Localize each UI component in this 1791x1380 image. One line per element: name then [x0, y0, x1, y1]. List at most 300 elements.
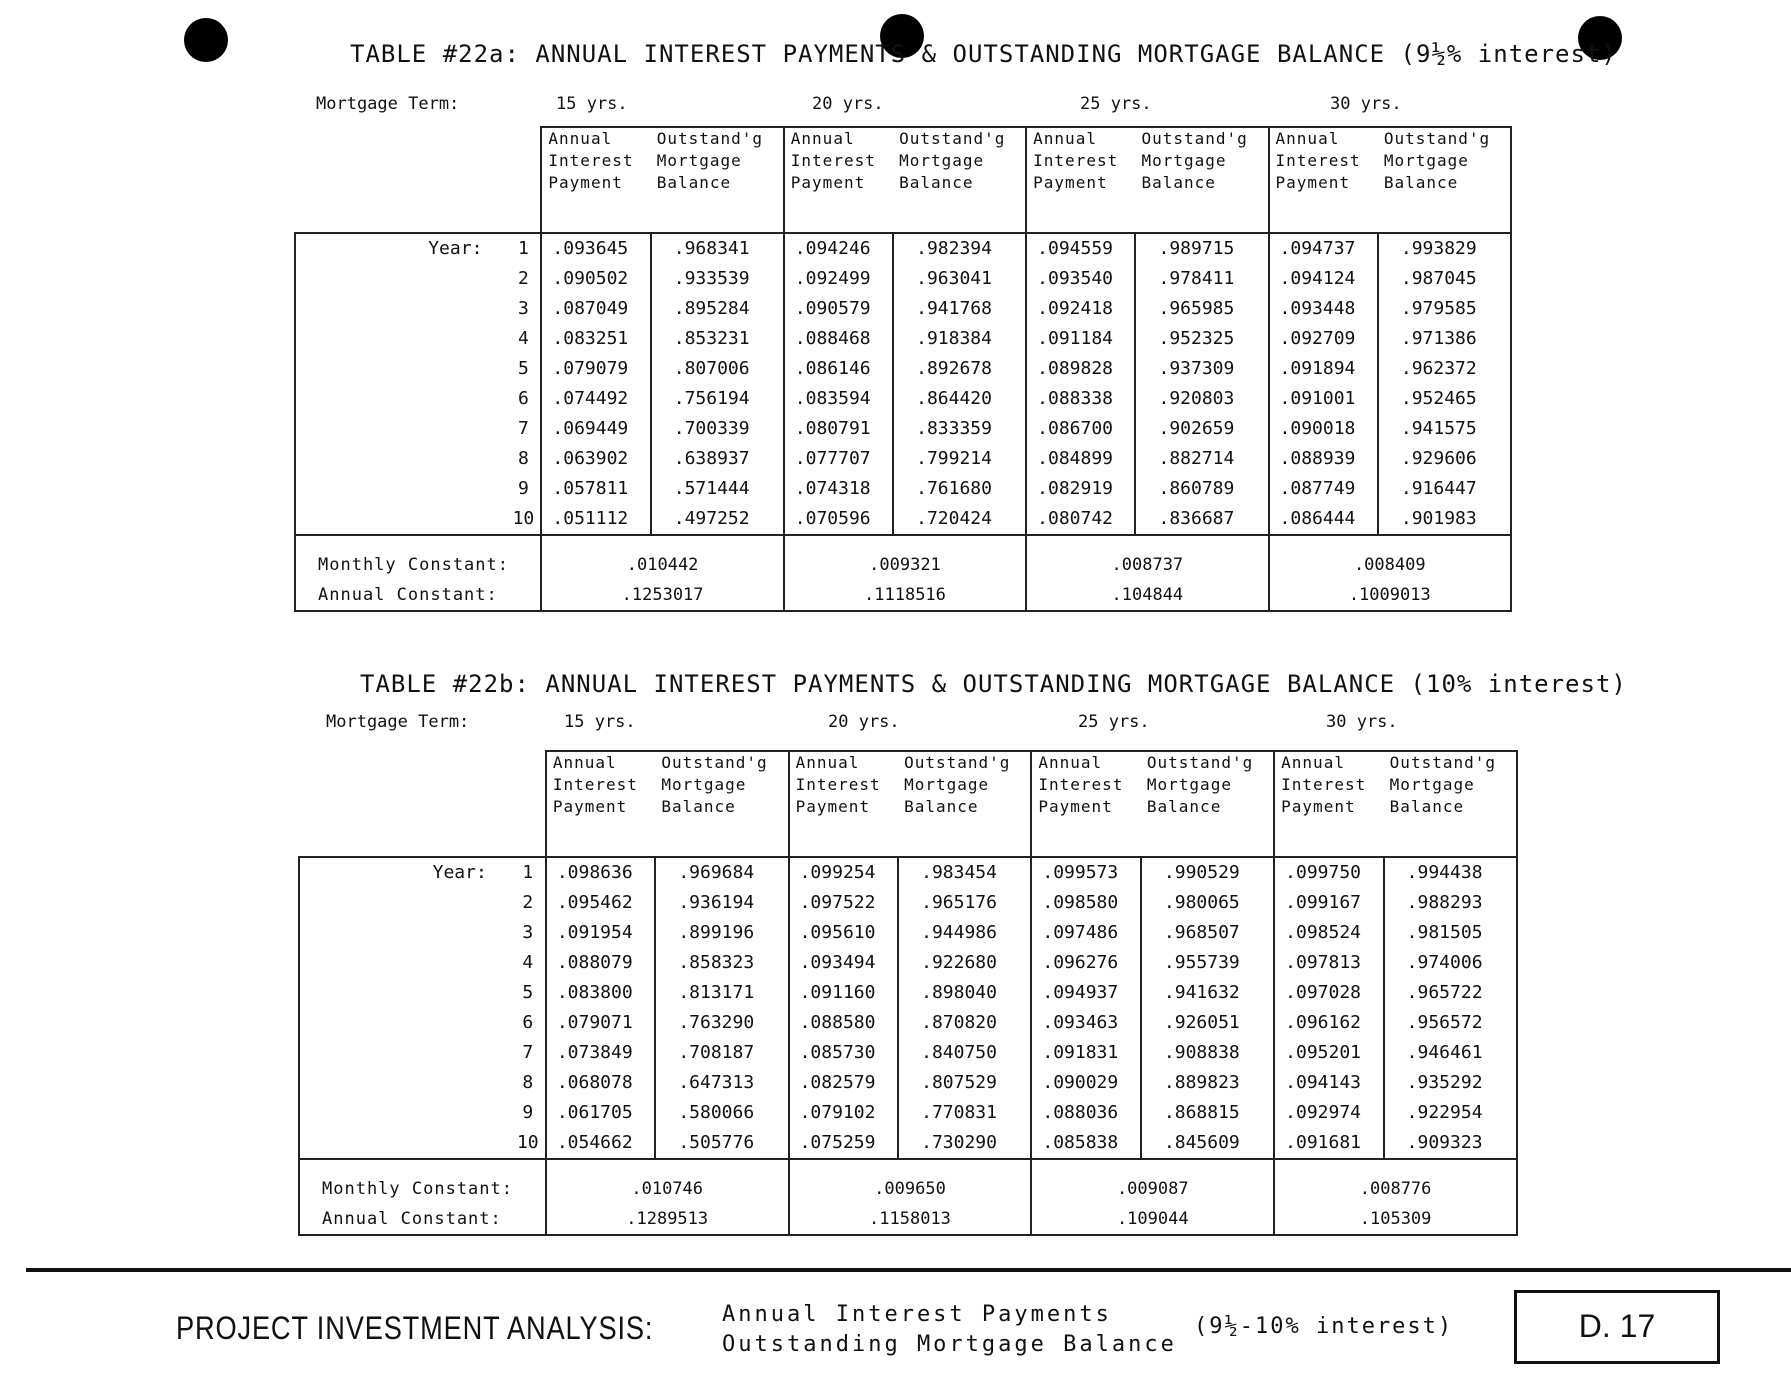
header-row — [299, 751, 1517, 848]
balance-value: .981505 — [1384, 918, 1517, 948]
year-cell — [299, 857, 546, 888]
interest-value: .088939 — [1269, 444, 1378, 474]
balance-value: .708187 — [655, 1038, 788, 1068]
interest-value: .088468 — [784, 324, 893, 354]
header-annual-interest: Annual Interest Payment — [784, 127, 893, 224]
interest-value: .099167 — [1274, 888, 1384, 918]
mortgage-table-a — [294, 126, 1512, 612]
gap-cell — [651, 224, 784, 233]
balance-value: .858323 — [655, 948, 788, 978]
gap-cell — [295, 224, 541, 233]
balance-value: .882714 — [1135, 444, 1268, 474]
table-row — [295, 294, 1511, 324]
interest-value: .096162 — [1274, 1008, 1384, 1038]
balance-value: .895284 — [651, 294, 784, 324]
balance-value: .946461 — [1384, 1038, 1517, 1068]
header-outstanding-balance: Outstand'g Mortgage Balance — [1384, 751, 1517, 848]
header-outstanding-balance: Outstand'g Mortgage Balance — [1135, 127, 1268, 224]
balance-value: .864420 — [893, 384, 1026, 414]
interest-value: .068078 — [546, 1068, 656, 1098]
header-outstanding-balance: Outstand'g Mortgage Balance — [893, 127, 1026, 224]
balance-value: .840750 — [898, 1038, 1031, 1068]
year-number: 1 — [522, 862, 534, 883]
gap-cell — [1135, 224, 1268, 233]
interest-value: .099254 — [789, 857, 899, 888]
interest-value: .090502 — [541, 264, 650, 294]
gap-cell — [898, 848, 1031, 857]
header-outstanding-balance: Outstand'g Mortgage Balance — [655, 751, 788, 848]
year-cell — [299, 1038, 546, 1068]
year-number: 6 — [522, 1012, 534, 1033]
balance-value: .916447 — [1378, 474, 1511, 504]
balance-value: .647313 — [655, 1068, 788, 1098]
table-row — [295, 474, 1511, 504]
header-annual-interest: Annual Interest Payment — [1026, 127, 1135, 224]
term-25: 25 yrs. — [1080, 94, 1152, 114]
interest-value: .086444 — [1269, 504, 1378, 535]
year-cell — [295, 233, 541, 264]
sep-cell — [1274, 1159, 1517, 1174]
table-row — [299, 918, 1517, 948]
year-number: 9 — [517, 478, 529, 499]
header-outstanding-balance: Outstand'g Mortgage Balance — [651, 127, 784, 224]
table-row — [299, 948, 1517, 978]
annual-constant-value: .109044 — [1031, 1204, 1274, 1235]
interest-value: .088036 — [1031, 1098, 1141, 1128]
table-row — [295, 384, 1511, 414]
balance-value: .990529 — [1141, 857, 1274, 888]
sep-cell — [1269, 535, 1511, 550]
interest-value: .079079 — [541, 354, 650, 384]
gap-cell — [299, 848, 546, 857]
balance-value: .920803 — [1135, 384, 1268, 414]
interest-value: .087049 — [541, 294, 650, 324]
balance-value: .926051 — [1141, 1008, 1274, 1038]
balance-value: .935292 — [1384, 1068, 1517, 1098]
year-cell — [295, 324, 541, 354]
interest-value: .083251 — [541, 324, 650, 354]
interest-value: .098636 — [546, 857, 656, 888]
header-spacer — [295, 127, 541, 224]
balance-value: .833359 — [893, 414, 1026, 444]
year-number: 5 — [517, 358, 529, 379]
year-number: 8 — [517, 448, 529, 469]
year-number: 5 — [522, 982, 534, 1003]
balance-value: .968341 — [651, 233, 784, 264]
annual-constant-value: .1118516 — [784, 580, 1026, 611]
balance-value: .978411 — [1135, 264, 1268, 294]
balance-value: .908838 — [1141, 1038, 1274, 1068]
monthly-constant-value: .009650 — [789, 1174, 1032, 1204]
sep-cell — [299, 1159, 546, 1174]
year-cell — [295, 474, 541, 504]
header-annual-interest: Annual Interest Payment — [789, 751, 899, 848]
interest-value: .083800 — [546, 978, 656, 1008]
interest-value: .091894 — [1269, 354, 1378, 384]
interest-value: .094143 — [1274, 1068, 1384, 1098]
balance-value: .889823 — [1141, 1068, 1274, 1098]
interest-value: .099573 — [1031, 857, 1141, 888]
interest-value: .070596 — [784, 504, 893, 535]
interest-value: .092974 — [1274, 1098, 1384, 1128]
term-20: 20 yrs. — [828, 712, 900, 732]
page-number: D. 17 — [1514, 1290, 1720, 1364]
interest-value: .097028 — [1274, 978, 1384, 1008]
gap-cell — [541, 224, 650, 233]
year-cell — [295, 444, 541, 474]
balance-value: .868815 — [1141, 1098, 1274, 1128]
balance-value: .909323 — [1384, 1128, 1517, 1159]
balance-value: .965176 — [898, 888, 1031, 918]
table-row — [295, 324, 1511, 354]
term-30: 30 yrs. — [1326, 712, 1398, 732]
interest-value: .097486 — [1031, 918, 1141, 948]
interest-value: .091681 — [1274, 1128, 1384, 1159]
interest-value: .088079 — [546, 948, 656, 978]
annual-constant-row — [299, 1204, 1517, 1235]
year-cell — [299, 1068, 546, 1098]
balance-value: .941768 — [893, 294, 1026, 324]
interest-value: .083594 — [784, 384, 893, 414]
balance-value: .845609 — [1141, 1128, 1274, 1159]
interest-value: .097813 — [1274, 948, 1384, 978]
balance-value: .993829 — [1378, 233, 1511, 264]
header-row — [295, 127, 1511, 224]
interest-value: .095462 — [546, 888, 656, 918]
interest-value: .097522 — [789, 888, 899, 918]
term-25: 25 yrs. — [1078, 712, 1150, 732]
balance-value: .898040 — [898, 978, 1031, 1008]
year-number: 1 — [517, 238, 529, 259]
balance-value: .807529 — [898, 1068, 1031, 1098]
term-15: 15 yrs. — [564, 712, 636, 732]
balance-value: .955739 — [1141, 948, 1274, 978]
monthly-constant-value: .008409 — [1269, 550, 1511, 580]
balance-value: .933539 — [651, 264, 784, 294]
interest-value: .088338 — [1026, 384, 1135, 414]
balance-value: .918384 — [893, 324, 1026, 354]
table-row — [295, 233, 1511, 264]
interest-value: .079071 — [546, 1008, 656, 1038]
balance-value: .963041 — [893, 264, 1026, 294]
balance-value: .936194 — [655, 888, 788, 918]
year-number: 7 — [522, 1042, 534, 1063]
header-spacer — [299, 751, 546, 848]
balance-value: .813171 — [655, 978, 788, 1008]
header-annual-interest: Annual Interest Payment — [541, 127, 650, 224]
gap-cell — [655, 848, 788, 857]
balance-value: .899196 — [655, 918, 788, 948]
balance-value: .989715 — [1135, 233, 1268, 264]
gap-cell — [1026, 224, 1135, 233]
balance-value: .994438 — [1384, 857, 1517, 888]
interest-value: .089828 — [1026, 354, 1135, 384]
annual-constant-label: Annual Constant: — [295, 580, 541, 611]
table-row — [299, 978, 1517, 1008]
year-cell — [295, 294, 541, 324]
balance-value: .497252 — [651, 504, 784, 535]
table-b-title: TABLE #22b: ANNUAL INTEREST PAYMENTS & OUTSTANDING MORTGAGE BALANCE (10% interest) — [360, 670, 1627, 698]
header-outstanding-balance: Outstand'g Mortgage Balance — [898, 751, 1031, 848]
interest-value: .087749 — [1269, 474, 1378, 504]
year-cell — [295, 504, 541, 535]
term-20: 20 yrs. — [812, 94, 884, 114]
monthly-constant-row — [295, 550, 1511, 580]
balance-value: .983454 — [898, 857, 1031, 888]
interest-value: .061705 — [546, 1098, 656, 1128]
interest-value: .082579 — [789, 1068, 899, 1098]
punch-hole-left — [184, 18, 228, 62]
interest-value: .086700 — [1026, 414, 1135, 444]
table-row — [299, 1068, 1517, 1098]
table-row — [299, 888, 1517, 918]
table-row — [299, 1008, 1517, 1038]
header-gap — [299, 848, 1517, 857]
interest-value: .091184 — [1026, 324, 1135, 354]
annual-constant-label: Annual Constant: — [299, 1204, 546, 1235]
sep-cell — [1026, 535, 1268, 550]
year-cell — [299, 978, 546, 1008]
balance-value: .952465 — [1378, 384, 1511, 414]
annual-constant-value: .105309 — [1274, 1204, 1517, 1235]
table-row — [299, 1038, 1517, 1068]
balance-value: .968507 — [1141, 918, 1274, 948]
balance-value: .901983 — [1378, 504, 1511, 535]
balance-value: .870820 — [898, 1008, 1031, 1038]
year-cell — [295, 264, 541, 294]
balance-value: .700339 — [651, 414, 784, 444]
interest-value: .082919 — [1026, 474, 1135, 504]
interest-value: .069449 — [541, 414, 650, 444]
interest-value: .084899 — [1026, 444, 1135, 474]
gap-cell — [893, 224, 1026, 233]
gap-cell — [784, 224, 893, 233]
balance-value: .807006 — [651, 354, 784, 384]
table-row — [295, 504, 1511, 535]
footer-subtitle-line2: Outstanding Mortgage Balance — [722, 1332, 1177, 1357]
balance-value: .853231 — [651, 324, 784, 354]
table-row — [299, 1128, 1517, 1159]
interest-value: .063902 — [541, 444, 650, 474]
balance-value: .922680 — [898, 948, 1031, 978]
year-number: 2 — [522, 892, 534, 913]
balance-value: .982394 — [893, 233, 1026, 264]
balance-value: .988293 — [1384, 888, 1517, 918]
interest-value: .085730 — [789, 1038, 899, 1068]
interest-value: .080742 — [1026, 504, 1135, 535]
interest-value: .074318 — [784, 474, 893, 504]
monthly-constant-label: Monthly Constant: — [299, 1174, 546, 1204]
year-label: Year: — [432, 862, 487, 883]
balance-value: .730290 — [898, 1128, 1031, 1159]
interest-value: .098580 — [1031, 888, 1141, 918]
interest-value: .074492 — [541, 384, 650, 414]
interest-value: .093540 — [1026, 264, 1135, 294]
year-label: Year: — [428, 238, 483, 259]
year-number: 2 — [517, 268, 529, 289]
interest-value: .095610 — [789, 918, 899, 948]
gap-cell — [1141, 848, 1274, 857]
footer-rule — [26, 1268, 1791, 1272]
interest-value: .077707 — [784, 444, 893, 474]
interest-value: .051112 — [541, 504, 650, 535]
interest-value: .092499 — [784, 264, 893, 294]
year-number: 10 — [516, 1132, 539, 1153]
interest-value: .075259 — [789, 1128, 899, 1159]
sep-cell — [541, 535, 783, 550]
year-cell — [299, 888, 546, 918]
interest-value: .095201 — [1274, 1038, 1384, 1068]
balance-value: .756194 — [651, 384, 784, 414]
interest-value: .091954 — [546, 918, 656, 948]
year-cell — [295, 354, 541, 384]
interest-value: .091160 — [789, 978, 899, 1008]
sep-cell — [295, 535, 541, 550]
balance-value: .974006 — [1384, 948, 1517, 978]
sep-cell — [546, 1159, 789, 1174]
year-cell — [299, 1098, 546, 1128]
interest-value: .099750 — [1274, 857, 1384, 888]
interest-value: .079102 — [789, 1098, 899, 1128]
balance-value: .770831 — [898, 1098, 1031, 1128]
gap-cell — [1378, 224, 1511, 233]
interest-value: .091001 — [1269, 384, 1378, 414]
term-label: Mortgage Term: — [326, 712, 470, 732]
monthly-constant-value: .009087 — [1031, 1174, 1274, 1204]
interest-value: .093448 — [1269, 294, 1378, 324]
footer-rate: (9½-10% interest) — [1194, 1314, 1454, 1339]
balance-value: .580066 — [655, 1098, 788, 1128]
interest-value: .094124 — [1269, 264, 1378, 294]
balance-value: .952325 — [1135, 324, 1268, 354]
interest-value: .085838 — [1031, 1128, 1141, 1159]
balance-value: .571444 — [651, 474, 784, 504]
balance-value: .638937 — [651, 444, 784, 474]
monthly-constant-value: .010746 — [546, 1174, 789, 1204]
balance-value: .720424 — [893, 504, 1026, 535]
table-row — [295, 414, 1511, 444]
year-number: 7 — [517, 418, 529, 439]
balance-value: .902659 — [1135, 414, 1268, 444]
monthly-constant-value: .008776 — [1274, 1174, 1517, 1204]
balance-value: .944986 — [898, 918, 1031, 948]
interest-value: .096276 — [1031, 948, 1141, 978]
table-a-title: TABLE #22a: ANNUAL INTEREST PAYMENTS & OUTSTANDING MORTGAGE BALANCE (9½% interest) — [350, 40, 1617, 68]
balance-value: .965985 — [1135, 294, 1268, 324]
interest-value: .094246 — [784, 233, 893, 264]
table-row — [299, 857, 1517, 888]
year-cell — [299, 1008, 546, 1038]
interest-value: .092418 — [1026, 294, 1135, 324]
constant-separator — [299, 1159, 1517, 1174]
interest-value: .073849 — [546, 1038, 656, 1068]
balance-value: .937309 — [1135, 354, 1268, 384]
annual-constant-value: .1253017 — [541, 580, 783, 611]
year-cell — [299, 918, 546, 948]
balance-value: .962372 — [1378, 354, 1511, 384]
balance-value: .969684 — [655, 857, 788, 888]
balance-value: .979585 — [1378, 294, 1511, 324]
constant-separator — [295, 535, 1511, 550]
annual-constant-value: .1289513 — [546, 1204, 789, 1235]
gap-cell — [1274, 848, 1384, 857]
interest-value: .093645 — [541, 233, 650, 264]
footer-heading: PROJECT INVESTMENT ANALYSIS: — [176, 1310, 654, 1346]
monthly-constant-label: Monthly Constant: — [295, 550, 541, 580]
balance-value: .929606 — [1378, 444, 1511, 474]
sep-cell — [789, 1159, 1032, 1174]
balance-value: .505776 — [655, 1128, 788, 1159]
year-number: 8 — [522, 1072, 534, 1093]
gap-cell — [1269, 224, 1378, 233]
interest-value: .091831 — [1031, 1038, 1141, 1068]
header-annual-interest: Annual Interest Payment — [1269, 127, 1378, 224]
interest-value: .057811 — [541, 474, 650, 504]
interest-value: .094937 — [1031, 978, 1141, 1008]
interest-value: .094737 — [1269, 233, 1378, 264]
year-number: 6 — [517, 388, 529, 409]
interest-value: .092709 — [1269, 324, 1378, 354]
interest-value: .090579 — [784, 294, 893, 324]
balance-value: .971386 — [1378, 324, 1511, 354]
annual-constant-value: .1009013 — [1269, 580, 1511, 611]
table-row — [299, 1098, 1517, 1128]
interest-value: .098524 — [1274, 918, 1384, 948]
interest-value: .094559 — [1026, 233, 1135, 264]
gap-cell — [546, 848, 656, 857]
gap-cell — [789, 848, 899, 857]
interest-value: .080791 — [784, 414, 893, 444]
balance-value: .922954 — [1384, 1098, 1517, 1128]
monthly-constant-value: .010442 — [541, 550, 783, 580]
year-number: 3 — [517, 298, 529, 319]
table-row — [295, 264, 1511, 294]
year-cell — [299, 948, 546, 978]
annual-constant-value: .1158013 — [789, 1204, 1032, 1235]
year-number: 4 — [522, 952, 534, 973]
balance-value: .761680 — [893, 474, 1026, 504]
year-cell — [299, 1128, 546, 1159]
year-cell — [295, 414, 541, 444]
table-row — [295, 354, 1511, 384]
header-outstanding-balance: Outstand'g Mortgage Balance — [1378, 127, 1511, 224]
mortgage-table-b — [298, 750, 1518, 1236]
year-cell — [295, 384, 541, 414]
monthly-constant-row — [299, 1174, 1517, 1204]
term-15: 15 yrs. — [556, 94, 628, 114]
monthly-constant-value: .008737 — [1026, 550, 1268, 580]
annual-constant-value: .104844 — [1026, 580, 1268, 611]
balance-value: .941575 — [1378, 414, 1511, 444]
year-number: 9 — [522, 1102, 534, 1123]
header-outstanding-balance: Outstand'g Mortgage Balance — [1141, 751, 1274, 848]
footer-subtitle — [722, 1300, 1177, 1360]
balance-value: .799214 — [893, 444, 1026, 474]
interest-value: .090018 — [1269, 414, 1378, 444]
interest-value: .086146 — [784, 354, 893, 384]
annual-constant-row — [295, 580, 1511, 611]
footer-subtitle-line1: Annual Interest Payments — [722, 1302, 1112, 1327]
term-label: Mortgage Term: — [316, 94, 460, 114]
balance-value: .941632 — [1141, 978, 1274, 1008]
header-annual-interest: Annual Interest Payment — [1274, 751, 1384, 848]
sep-cell — [1031, 1159, 1274, 1174]
balance-value: .956572 — [1384, 1008, 1517, 1038]
balance-value: .965722 — [1384, 978, 1517, 1008]
header-annual-interest: Annual Interest Payment — [1031, 751, 1141, 848]
monthly-constant-value: .009321 — [784, 550, 1026, 580]
interest-value: .090029 — [1031, 1068, 1141, 1098]
